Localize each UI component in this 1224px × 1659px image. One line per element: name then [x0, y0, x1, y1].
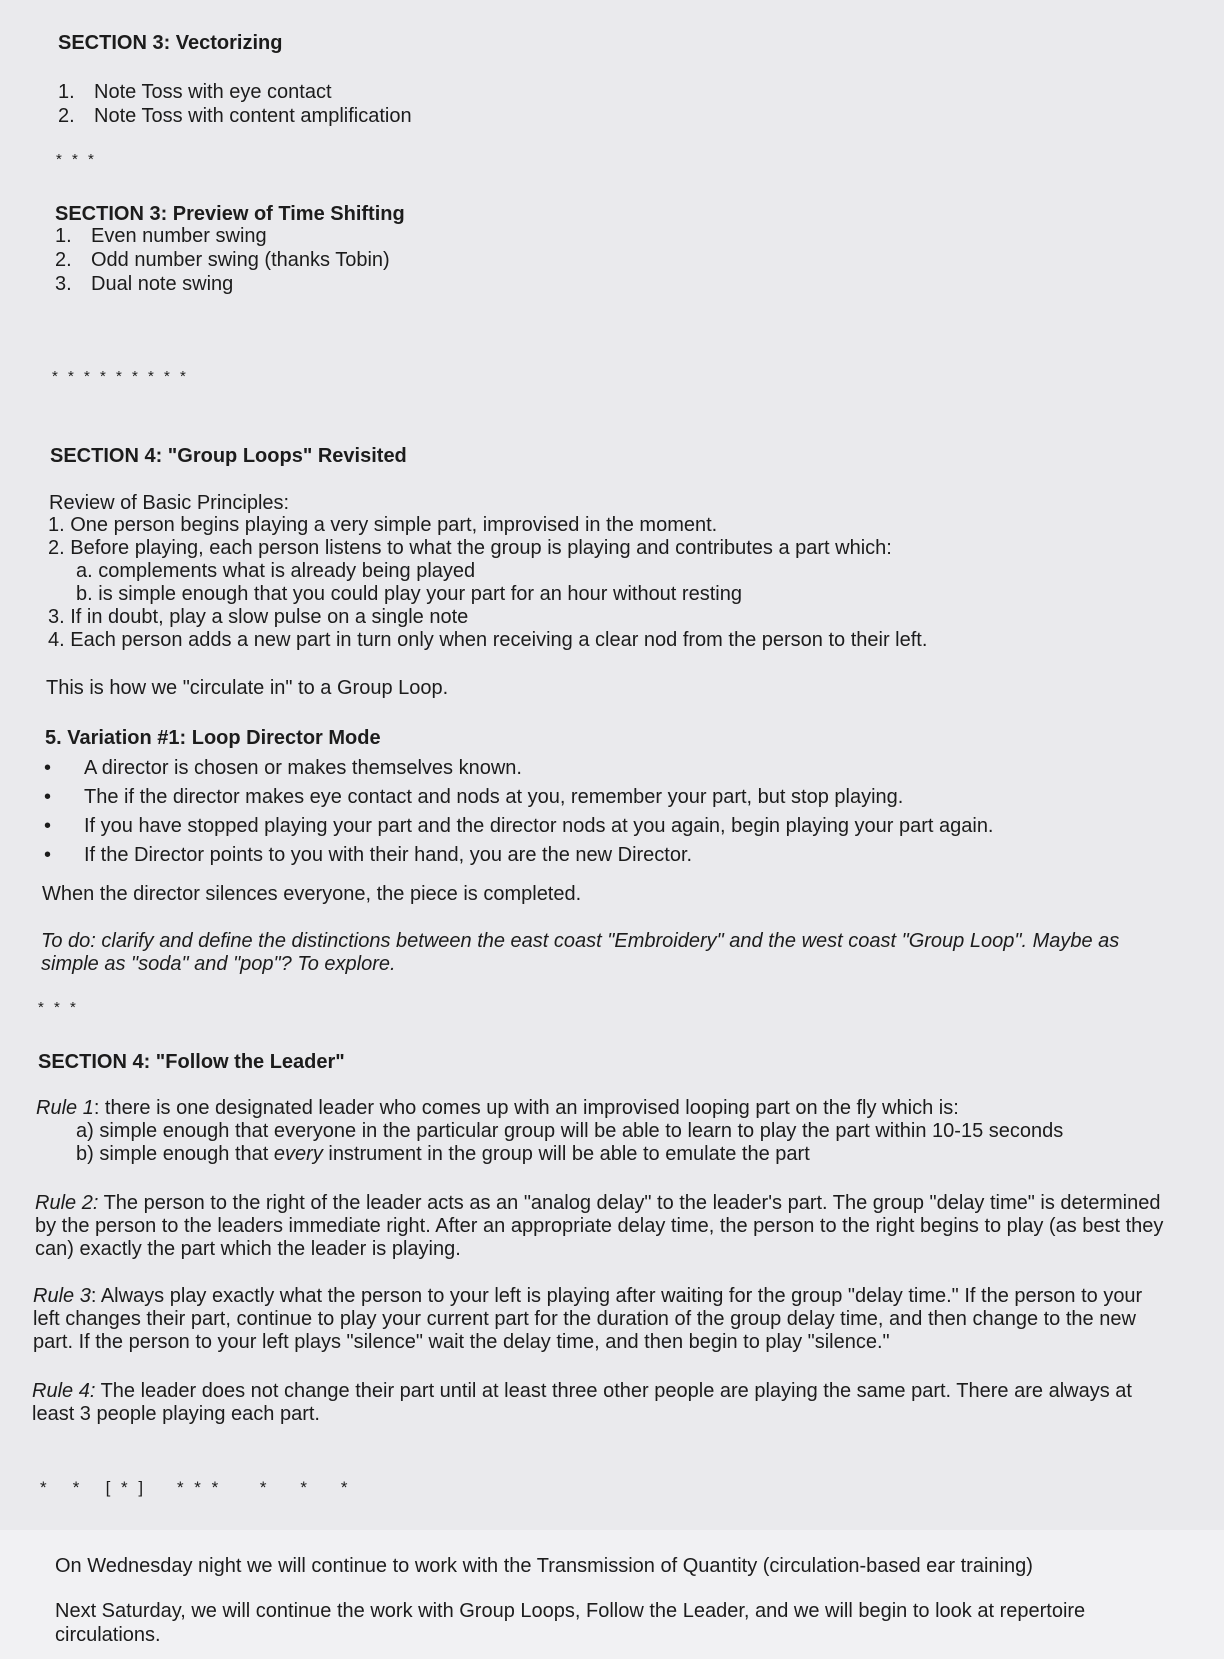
todo-note: To do: clarify and define the distinctions between the east coast "Embroidery" and the west coast "Group Loop". Maybe as simple as "soda" and "pop"? To explore.	[41, 930, 1120, 975]
item-number: 2.	[48, 537, 65, 559]
bullet-icon: •	[44, 844, 52, 866]
time-shifting-list	[55, 224, 390, 296]
rule-1-b-emphasis: every	[273, 1143, 323, 1165]
item-number: 4.	[48, 629, 65, 651]
rule-1-a: a) simple enough that everyone in the particular group will be able to learn to play the part within 10-15 seconds	[76, 1120, 1064, 1142]
list-item	[48, 629, 927, 652]
item-number: 2.	[58, 105, 75, 127]
rule-text: The person to the right of the leader acts as an "analog delay" to the leader's part. The group "delay time" is determined by the person to the leaders immediate right. After an appropriate delay time, the person to the right begins to play (as best they can) exactly the part which the leader is playing.	[35, 1192, 1164, 1260]
item-text: The if the director makes eye contact and nods at you, remember your part, but stop playing.	[84, 786, 904, 808]
section-vectorizing-heading: SECTION 3: Vectorizing	[58, 32, 283, 54]
item-text: Odd number swing (thanks Tobin)	[91, 249, 390, 271]
rule-1-b	[36, 1143, 1063, 1166]
separator-stars: * * * * * * * * *	[52, 368, 189, 385]
section-group-loops-heading: SECTION 4: "Group Loops" Revisited	[50, 445, 407, 467]
circulate-note: This is how we "circulate in" to a Group Loop.	[46, 677, 449, 699]
separator-stars: * * *	[38, 999, 79, 1016]
item-text: Dual note swing	[91, 273, 234, 295]
item-number: 1.	[48, 514, 65, 536]
item-number: 3.	[48, 606, 65, 628]
rule-label: Rule 2:	[35, 1192, 99, 1214]
bullet-icon: •	[44, 815, 52, 837]
section-time-shifting-heading: SECTION 3: Preview of Time Shifting	[55, 203, 405, 225]
vectorizing-list	[58, 80, 412, 128]
list-item	[48, 514, 927, 537]
item-text: One person begins playing a very simple part, improvised in the moment.	[70, 514, 718, 536]
item-number: 2.	[55, 249, 72, 271]
footer-notes	[0, 1530, 1224, 1659]
rule-text: The leader does not change their part until at least three other people are playing the same part. There are always at least 3 people playing each part.	[32, 1380, 1132, 1425]
list-item	[48, 583, 927, 606]
item-text: Even number swing	[91, 225, 267, 247]
wednesday-note: On Wednesday night we will continue to work with the Transmission of Quantity (circulation-based ear training)	[55, 1555, 1033, 1577]
list-item	[40, 783, 994, 812]
list-item	[55, 224, 390, 248]
list-item	[48, 606, 927, 629]
bullet-icon: •	[44, 757, 52, 779]
rule-1	[36, 1097, 1063, 1166]
rule-3	[33, 1285, 1173, 1354]
item-text: If you have stopped playing your part and the director nods at you again, begin playing your part again.	[84, 815, 994, 837]
separator-stars: * * *	[56, 151, 97, 168]
separator-stars: * * [ * ] * * * * * *	[40, 1478, 351, 1497]
item-number: b.	[76, 583, 93, 605]
list-item	[40, 754, 994, 783]
principles-list	[48, 514, 927, 652]
list-item	[58, 104, 412, 128]
rule-1-b-text: b) simple enough that	[76, 1143, 274, 1165]
variation-heading: 5. Variation #1: Loop Director Mode	[45, 727, 381, 749]
section-follow-leader-heading: SECTION 4: "Follow the Leader"	[38, 1051, 345, 1073]
bullet-icon: •	[44, 786, 52, 808]
list-item	[40, 841, 994, 870]
item-number: 1.	[58, 81, 75, 103]
list-item	[48, 560, 927, 583]
list-item	[48, 537, 927, 560]
list-item	[58, 80, 412, 104]
principles-intro: Review of Basic Principles:	[49, 492, 290, 514]
rule-label: Rule 1	[36, 1097, 94, 1119]
saturday-note: Next Saturday, we will continue the work with Group Loops, Follow the Leader, and we will begin to look at repertoire circulations.	[55, 1600, 1086, 1646]
item-number: a.	[76, 560, 93, 582]
item-text: A director is chosen or makes themselves known.	[84, 757, 522, 779]
rule-4	[32, 1380, 1142, 1426]
item-text: Note Toss with eye contact	[94, 81, 332, 103]
item-text: If in doubt, play a slow pulse on a single note	[70, 606, 469, 628]
list-item	[55, 248, 390, 272]
rule-text: : there is one designated leader who comes up with an improvised looping part on the fly which is:	[93, 1097, 959, 1119]
item-text: is simple enough that you could play your part for an hour without resting	[98, 583, 742, 605]
item-text: If the Director points to you with their hand, you are the new Director.	[84, 844, 693, 866]
item-text: Before playing, each person listens to what the group is playing and contributes a part which:	[70, 537, 892, 559]
list-item	[55, 272, 390, 296]
item-text: Note Toss with content amplification	[94, 105, 412, 127]
rule-text: : Always play exactly what the person to your left is playing after waiting for the group "delay time." If the person to your left changes their part, continue to play your current part for the duration of the group delay time, and then change to the new part. If the person to your left plays "silence" wait the delay time, and then begin to play "silence."	[33, 1285, 1143, 1353]
director-bullets	[40, 754, 994, 870]
rule-2	[35, 1192, 1175, 1261]
item-number: 3.	[55, 273, 72, 295]
rule-1-b-text-end: instrument in the group will be able to emulate the part	[322, 1143, 810, 1165]
rule-label: Rule 3	[33, 1285, 91, 1307]
rule-label: Rule 4:	[32, 1380, 96, 1402]
completion-note: When the director silences everyone, the piece is completed.	[42, 883, 582, 905]
item-text: complements what is already being played	[98, 560, 476, 582]
item-text: Each person adds a new part in turn only when receiving a clear nod from the person to their left.	[70, 629, 928, 651]
list-item	[40, 812, 994, 841]
item-number: 1.	[55, 225, 72, 247]
